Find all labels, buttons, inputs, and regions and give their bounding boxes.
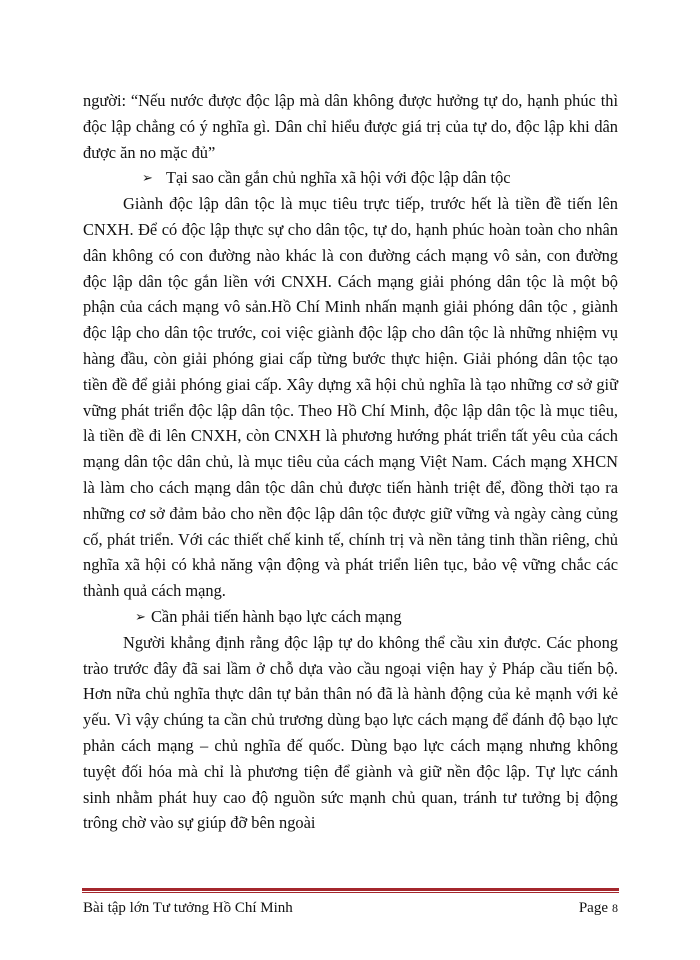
paragraph-quote: người: “Nếu nước được độc lập mà dân không được hưởng tự do, hạnh phúc thì độc lập chẳng có ý nghĩa gì. Dân chỉ hiểu được giá trị của tự do, độc lập khi dân được ăn no mặc đủ” <box>83 91 618 162</box>
section-heading-text: Cần phải tiến hành bạo lực cách mạng <box>151 606 402 626</box>
page-number-value: 8 <box>612 901 618 915</box>
paragraph-independence: Giành độc lập dân tộc là mục tiêu trực tiếp, trước hết là tiền đề tiến lên CNXH. Để có độc lập thực sự cho dân tộc, tự do, hạnh phúc hoàn toàn cho nhân dân không có con đường nào khác là con đường cách mạng vô sản, con đường độc lập dân tộc gắn liền với CNXH. Cách mạng giải phóng dân tộc là một bộ phận của cách mạng vô sản.Hồ Chí Minh nhấn mạnh giải phóng dân tộc , giành độc lập cho dân tộc trước, coi việc giành độc lập cho dân tộc là những nhiệm vụ hàng đầu, còn giải phóng giai cấp từng bước thực hiện. Giải phóng dân tộc tạo tiền đề để giải phóng giai cấp. Xây dựng xã hội chủ nghĩa là tạo những cơ sở giữ vững phát triển độc lập dân tộc. Theo Hồ Chí Minh, độc lập dân tộc là mục tiêu, là tiền đề đi lên CNXH, còn CNXH là phương hướng phát triển tất yêu của cách mạng dân tộc dân chủ, là mục tiêu của cách mạng Việt Nam. Cách mạng XHCN là làm cho cách mạng dân tộc dân chủ được tiến hành triệt để, đồng thời tạo ra những cơ sở đảm bảo cho nền độc lập dân tộc được giữ vững và ngày càng củng cố, phát triển. Với các thiết chế kinh tế, chính trị và nền tảng tinh thần riêng, chủ nghĩa xã hội có khả năng vận động và phát triển liên tục, bảo vệ vững chắc các thành quả cách mạng. <box>83 194 618 601</box>
page-label: Page <box>578 900 608 916</box>
paragraph-revolution: Người khẳng định rằng độc lập tự do không thể cầu xin được. Các phong trào trước đây đã sai lầm ở chỗ dựa vào cầu ngoại viện hay ỷ Pháp cầu tiến bộ. Hơn nữa chủ nghĩa thực dân tự bản thân nó đã là hành động của kẻ mạnh với kẻ yếu. Vì vậy chúng ta cần chủ trương dùng bạo lực cách mạng để đánh độ bạo lực phản cách mạng – chủ nghĩa đế quốc. Dùng bạo lực cách mạng nhưng không tuyệt đối hóa mà chỉ là phương tiện để giành và giữ nền độc lập. Tự lực cánh sinh nhằm phát huy cao độ nguồn sức mạnh chủ quan, tránh tư tưởng bị động trông chờ vào sự giúp đỡ bên ngoài <box>83 632 618 833</box>
footer-rule <box>82 888 619 891</box>
section-heading-socialism <box>142 165 618 191</box>
section-heading-text: Tại sao cần gắn chủ nghĩa xã hội với độc lập dân tộc <box>166 168 511 188</box>
page-content <box>83 88 618 836</box>
footer-title: Bài tập lớn Tư tưởng Hồ Chí Minh <box>83 900 293 916</box>
page-number <box>579 898 618 918</box>
page-footer <box>83 898 618 918</box>
arrow-bullet-icon: ➢ <box>135 608 146 624</box>
section-heading-violence <box>135 604 618 630</box>
arrow-bullet-icon: ➢ <box>142 170 153 186</box>
